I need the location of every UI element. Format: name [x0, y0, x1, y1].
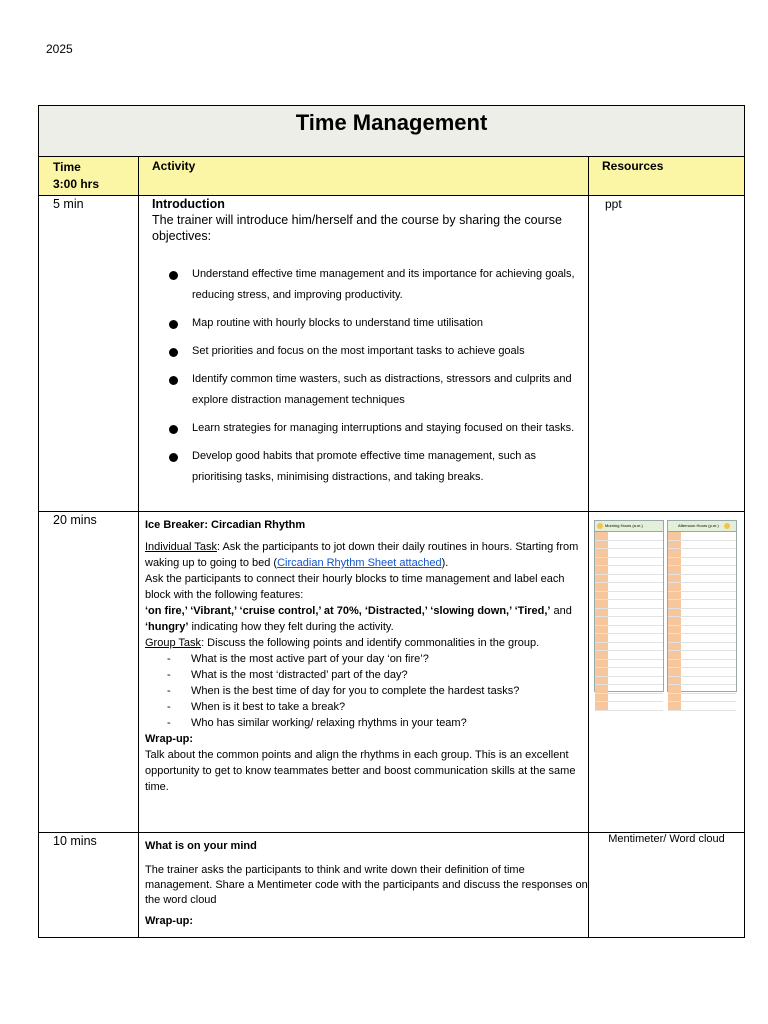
discussion-questions — [145, 651, 588, 731]
morning-sheet-title: Morning Hours (a.m.) — [605, 523, 643, 528]
activity-cell — [139, 512, 589, 833]
circadian-sheet-preview — [594, 520, 744, 700]
list-item: Develop good habits that promote effective time management, such as prioritising tasks, minimising distractions, and taking breaks. — [169, 446, 582, 488]
activity-cell — [139, 196, 589, 512]
list-item: Set priorities and focus on the most important tasks to achieve goals — [169, 341, 582, 362]
sheet-hour-cell — [668, 575, 681, 583]
list-item: - When is the best time of day for you to complete the hardest tasks? — [167, 683, 588, 699]
sheet-row — [668, 583, 736, 592]
sheet-row — [668, 600, 736, 609]
resource-cell: Mentimeter/ Word cloud — [589, 833, 745, 938]
sheet-row — [668, 609, 736, 618]
sheet-hour-cell — [595, 583, 608, 591]
sheet-row — [668, 558, 736, 567]
individual-task-text — [145, 539, 588, 571]
activity-header: Activity — [139, 157, 589, 196]
morning-rows — [595, 532, 663, 711]
sheet-row — [668, 634, 736, 643]
sheet-hour-cell — [595, 668, 608, 676]
sheet-hour-cell — [668, 600, 681, 608]
title-cell — [39, 106, 745, 157]
intro-text: The trainer will introduce him/herself and the course by sharing the course objectives: — [152, 213, 562, 243]
resource-cell — [589, 512, 745, 833]
sheet-hour-cell — [668, 541, 681, 549]
sheet-row — [668, 651, 736, 660]
document-year: 2025 — [46, 42, 73, 56]
features-bold: ‘on fire,’ ‘Vibrant,’ ‘cruise control,’ at 70%, ‘Distracted,’ ‘slowing down,’ ‘Tired,’ — [145, 605, 551, 617]
sheet-row — [595, 643, 663, 652]
connect-text: Ask the participants to connect their hourly blocks to time management and label each block with the following features: — [145, 573, 565, 601]
list-item: - What is the most active part of your day ‘on fire’? — [167, 651, 588, 667]
sheet-row — [668, 549, 736, 558]
duration-label: 3:00 hrs — [53, 177, 100, 191]
sheet-hour-cell — [595, 626, 608, 634]
sheet-row — [668, 541, 736, 550]
wrapup-label: Wrap-up: — [145, 915, 194, 927]
sheet-row — [595, 634, 663, 643]
sheet-hour-cell — [595, 660, 608, 668]
resources-header: Resources — [589, 157, 745, 196]
sheet-hour-cell — [595, 592, 608, 600]
table-row — [39, 833, 745, 938]
sheet-row — [668, 626, 736, 635]
sheet-hour-cell — [595, 702, 608, 710]
individual-task-body: : Ask the participants to jot down their daily routines in hours. Starting from waking up to going to bed ( — [145, 541, 579, 569]
sheet-hour-cell — [668, 685, 681, 693]
session-plan-table — [38, 105, 745, 938]
sheet-row — [668, 677, 736, 686]
afternoon-sheet — [667, 520, 737, 692]
sheet-hour-cell — [595, 651, 608, 659]
sheet-row — [595, 651, 663, 660]
sheet-row — [668, 694, 736, 703]
time-cell: 10 mins — [39, 833, 139, 938]
sheet-hour-cell — [595, 575, 608, 583]
individual-task-label: Individual Task — [145, 541, 217, 553]
sheet-hour-cell — [595, 600, 608, 608]
list-item: Identify common time wasters, such as distractions, stressors and culprits and explore distraction management techniques — [169, 369, 582, 411]
group-task-body: : Discuss the following points and identify commonalities in the group. — [201, 637, 540, 649]
sheet-row — [595, 532, 663, 541]
sheet-hour-cell — [595, 643, 608, 651]
wrapup-text: Talk about the common points and align the rhythms in each group. This is an excellent opportunity to get to know teammates better and boost communication skills at the same time. — [145, 749, 576, 793]
list-item: Learn strategies for managing interruptions and staying focused on their tasks. — [169, 418, 582, 439]
afternoon-sheet-title: Afternoon Hours (p.m.) — [678, 523, 719, 528]
sheet-row — [668, 668, 736, 677]
sheet-hour-cell — [668, 660, 681, 668]
time-cell: 20 mins — [39, 512, 139, 833]
objectives-list — [152, 264, 582, 488]
sheet-row — [595, 668, 663, 677]
sheet-hour-cell — [668, 702, 681, 710]
sheet-hour-cell — [668, 583, 681, 591]
sheet-hour-cell — [668, 532, 681, 540]
sheet-row — [668, 685, 736, 694]
sheet-row — [595, 566, 663, 575]
sheet-hour-cell — [595, 549, 608, 557]
sheet-hour-cell — [668, 643, 681, 651]
sheet-row — [595, 583, 663, 592]
features-hungry: ‘hungry’ — [145, 621, 189, 633]
sheet-row — [668, 575, 736, 584]
sheet-row — [595, 685, 663, 694]
circadian-sheet-link[interactable]: Circadian Rhythm Sheet attached — [277, 557, 442, 569]
sheet-hour-cell — [595, 634, 608, 642]
sheet-row — [668, 592, 736, 601]
sheet-hour-cell — [595, 677, 608, 685]
sheet-row — [595, 694, 663, 703]
afternoon-rows — [668, 532, 736, 711]
sheet-hour-cell — [595, 617, 608, 625]
sheet-row — [595, 600, 663, 609]
page-title: Time Management — [295, 110, 488, 135]
sheet-row — [595, 549, 663, 558]
sheet-row — [595, 592, 663, 601]
sheet-hour-cell — [595, 532, 608, 540]
list-item: - When is it best to take a break? — [167, 699, 588, 715]
sheet-row — [595, 677, 663, 686]
group-task-label: Group Task — [145, 637, 202, 649]
mind-text: The trainer asks the participants to think and write down their definition of time management. Share a Mentimeter code with the participants and discuss the responses on the word cloud — [145, 864, 588, 906]
sheet-hour-cell — [668, 609, 681, 617]
sun-icon — [597, 523, 603, 529]
morning-sheet — [594, 520, 664, 692]
sheet-hour-cell — [668, 558, 681, 566]
list-item: Understand effective time management and its importance for achieving goals, reducing stress, and improving productivity. — [169, 264, 582, 306]
moon-icon — [724, 523, 730, 529]
sheet-hour-cell — [668, 651, 681, 659]
sheet-row — [595, 541, 663, 550]
list-item: Map routine with hourly blocks to understand time utilisation — [169, 313, 582, 334]
sheet-row — [595, 617, 663, 626]
resource-cell: ppt — [589, 196, 745, 512]
sheet-hour-cell — [668, 566, 681, 574]
section-heading: Introduction — [152, 197, 225, 211]
table-header-row — [39, 157, 745, 196]
sheet-hour-cell — [595, 541, 608, 549]
sheet-hour-cell — [595, 558, 608, 566]
list-item: - Who has similar working/ relaxing rhythms in your team? — [167, 715, 588, 731]
features-and: and — [550, 605, 572, 617]
sheet-hour-cell — [595, 694, 608, 702]
individual-task-end: ). — [441, 557, 449, 569]
sheet-row — [595, 702, 663, 711]
sheet-row — [595, 558, 663, 567]
sheet-hour-cell — [668, 634, 681, 642]
time-header — [39, 157, 139, 196]
table-row — [39, 512, 745, 833]
activity-cell — [139, 833, 589, 938]
sheet-hour-cell — [668, 668, 681, 676]
sheet-hour-cell — [595, 609, 608, 617]
sheet-row — [668, 617, 736, 626]
section-heading: What is on your mind — [145, 840, 257, 852]
sheet-hour-cell — [595, 685, 608, 693]
section-heading: Ice Breaker: Circadian Rhythm — [145, 519, 306, 531]
sheet-row — [595, 626, 663, 635]
sheet-row — [595, 575, 663, 584]
group-task-text — [145, 635, 588, 651]
sheet-row — [668, 566, 736, 575]
sheet-row — [668, 702, 736, 711]
features-end: indicating how they felt during the activity. — [188, 621, 394, 633]
sheet-row — [668, 660, 736, 669]
sheet-row — [595, 609, 663, 618]
sheet-row — [595, 660, 663, 669]
sheet-hour-cell — [668, 592, 681, 600]
list-item: - What is the most ‘distracted’ part of the day? — [167, 667, 588, 683]
wrapup-label: Wrap-up: — [145, 733, 194, 745]
time-cell: 5 min — [39, 196, 139, 512]
sheet-hour-cell — [668, 617, 681, 625]
sheet-row — [668, 532, 736, 541]
sheet-row — [668, 643, 736, 652]
sheet-hour-cell — [668, 694, 681, 702]
table-row — [39, 196, 745, 512]
sheet-hour-cell — [668, 549, 681, 557]
sheet-hour-cell — [668, 626, 681, 634]
time-header-label: Time — [53, 160, 81, 174]
sheet-hour-cell — [668, 677, 681, 685]
features-text — [145, 603, 588, 635]
sheet-hour-cell — [595, 566, 608, 574]
